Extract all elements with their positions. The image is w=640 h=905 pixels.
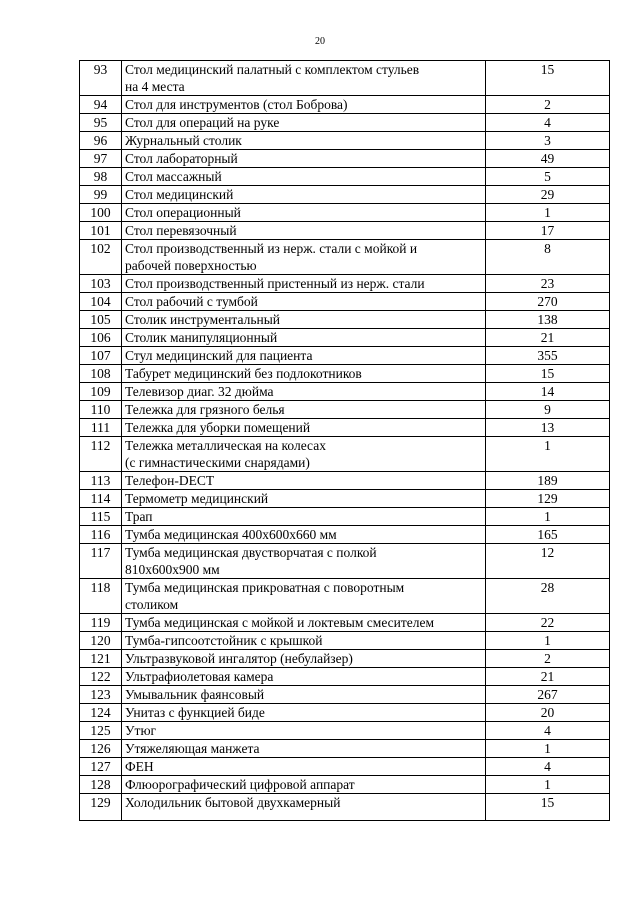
- table-row: [80, 293, 610, 311]
- table-row: [80, 437, 610, 472]
- table-row: [80, 614, 610, 632]
- item-quantity: 355: [486, 347, 610, 365]
- table-row: [80, 347, 610, 365]
- item-quantity: 29: [486, 186, 610, 204]
- item-name: Стол производственный пристенный из нерж. стали: [122, 275, 486, 293]
- row-number: 113: [80, 472, 122, 490]
- table-row: [80, 132, 610, 150]
- row-number: 105: [80, 311, 122, 329]
- row-number: 104: [80, 293, 122, 311]
- item-quantity: 2: [486, 96, 610, 114]
- table-row: [80, 686, 610, 704]
- item-quantity: 189: [486, 472, 610, 490]
- item-name: Стол медицинский: [122, 186, 486, 204]
- item-name: Стол операционный: [122, 204, 486, 222]
- equipment-table: [79, 60, 610, 821]
- page-number: 20: [315, 36, 325, 47]
- table-row: [80, 472, 610, 490]
- item-name: Тумба медицинская двустворчатая с полкой 810х600х900 мм: [122, 544, 486, 579]
- item-quantity: 15: [486, 61, 610, 96]
- table-row: [80, 740, 610, 758]
- row-number: 95: [80, 114, 122, 132]
- item-quantity: 5: [486, 168, 610, 186]
- table-row: [80, 650, 610, 668]
- item-quantity: 4: [486, 758, 610, 776]
- item-name: Утяжеляющая манжета: [122, 740, 486, 758]
- item-name: Тумба медицинская прикроватная с поворотным столиком: [122, 579, 486, 614]
- row-number: 109: [80, 383, 122, 401]
- item-quantity: 1: [486, 508, 610, 526]
- table-row: [80, 794, 610, 821]
- row-number: 93: [80, 61, 122, 96]
- item-quantity: 23: [486, 275, 610, 293]
- item-name: Столик инструментальный: [122, 311, 486, 329]
- item-quantity: 138: [486, 311, 610, 329]
- item-name: Стол рабочий с тумбой: [122, 293, 486, 311]
- row-number: 122: [80, 668, 122, 686]
- item-name: Тележка для грязного белья: [122, 401, 486, 419]
- item-quantity: 17: [486, 222, 610, 240]
- table-row: [80, 544, 610, 579]
- item-quantity: 1: [486, 776, 610, 794]
- row-number: 116: [80, 526, 122, 544]
- item-name: Флюорографический цифровой аппарат: [122, 776, 486, 794]
- item-name: Стол лабораторный: [122, 150, 486, 168]
- table-row: [80, 668, 610, 686]
- row-number: 112: [80, 437, 122, 472]
- row-number: 110: [80, 401, 122, 419]
- item-name: Столик манипуляционный: [122, 329, 486, 347]
- item-name: Табурет медицинский без подлокотников: [122, 365, 486, 383]
- item-quantity: 28: [486, 579, 610, 614]
- item-quantity: 13: [486, 419, 610, 437]
- item-name: Термометр медицинский: [122, 490, 486, 508]
- item-name: Журнальный столик: [122, 132, 486, 150]
- item-name: Телефон-DECT: [122, 472, 486, 490]
- row-number: 106: [80, 329, 122, 347]
- table-row: [80, 329, 610, 347]
- table-row: [80, 704, 610, 722]
- row-number: 129: [80, 794, 122, 821]
- table-row: [80, 150, 610, 168]
- item-name: Унитаз с функцией биде: [122, 704, 486, 722]
- item-quantity: 49: [486, 150, 610, 168]
- item-name: Стол для инструментов (стол Боброва): [122, 96, 486, 114]
- item-quantity: 165: [486, 526, 610, 544]
- item-name: ФЕН: [122, 758, 486, 776]
- row-number: 118: [80, 579, 122, 614]
- item-quantity: 3: [486, 132, 610, 150]
- item-quantity: 129: [486, 490, 610, 508]
- item-quantity: 270: [486, 293, 610, 311]
- table-row: [80, 114, 610, 132]
- item-quantity: 8: [486, 240, 610, 275]
- table-row: [80, 490, 610, 508]
- item-name: Стол медицинский палатный с комплектом стульев на 4 места: [122, 61, 486, 96]
- item-name: Ультразвуковой ингалятор (небулайзер): [122, 650, 486, 668]
- table-row: [80, 61, 610, 96]
- item-quantity: 1: [486, 437, 610, 472]
- table-row: [80, 240, 610, 275]
- table-row: [80, 508, 610, 526]
- item-name: Холодильник бытовой двухкамерный: [122, 794, 486, 821]
- item-quantity: 12: [486, 544, 610, 579]
- table-row: [80, 365, 610, 383]
- item-name: Стол производственный из нерж. стали с мойкой и рабочей поверхностью: [122, 240, 486, 275]
- row-number: 103: [80, 275, 122, 293]
- row-number: 114: [80, 490, 122, 508]
- table-row: [80, 776, 610, 794]
- item-name: Утюг: [122, 722, 486, 740]
- item-quantity: 1: [486, 204, 610, 222]
- table-row: [80, 275, 610, 293]
- item-quantity: 22: [486, 614, 610, 632]
- item-quantity: 267: [486, 686, 610, 704]
- equipment-table-body: [80, 61, 610, 821]
- row-number: 98: [80, 168, 122, 186]
- table-row: [80, 419, 610, 437]
- table-row: [80, 579, 610, 614]
- item-quantity: 1: [486, 632, 610, 650]
- item-quantity: 1: [486, 740, 610, 758]
- table-row: [80, 168, 610, 186]
- table-row: [80, 722, 610, 740]
- table-row: [80, 186, 610, 204]
- row-number: 127: [80, 758, 122, 776]
- table-row: [80, 222, 610, 240]
- item-quantity: 21: [486, 668, 610, 686]
- item-name: Тележка для уборки помещений: [122, 419, 486, 437]
- table-row: [80, 311, 610, 329]
- row-number: 125: [80, 722, 122, 740]
- item-name: Тумба медицинская 400х600х660 мм: [122, 526, 486, 544]
- table-row: [80, 758, 610, 776]
- item-name: Умывальник фаянсовый: [122, 686, 486, 704]
- row-number: 100: [80, 204, 122, 222]
- row-number: 96: [80, 132, 122, 150]
- row-number: 111: [80, 419, 122, 437]
- row-number: 115: [80, 508, 122, 526]
- item-name: Стул медицинский для пациента: [122, 347, 486, 365]
- table-row: [80, 96, 610, 114]
- table-row: [80, 632, 610, 650]
- row-number: 123: [80, 686, 122, 704]
- table-row: [80, 526, 610, 544]
- item-name: Телевизор диаг. 32 дюйма: [122, 383, 486, 401]
- row-number: 126: [80, 740, 122, 758]
- item-quantity: 4: [486, 722, 610, 740]
- item-name: Стол перевязочный: [122, 222, 486, 240]
- row-number: 99: [80, 186, 122, 204]
- row-number: 102: [80, 240, 122, 275]
- row-number: 128: [80, 776, 122, 794]
- item-quantity: 9: [486, 401, 610, 419]
- row-number: 94: [80, 96, 122, 114]
- item-name: Стол для операций на руке: [122, 114, 486, 132]
- item-name: Тумба медицинская с мойкой и локтевым смесителем: [122, 614, 486, 632]
- row-number: 120: [80, 632, 122, 650]
- table-row: [80, 383, 610, 401]
- item-name: Тумба-гипсоотстойник с крышкой: [122, 632, 486, 650]
- row-number: 101: [80, 222, 122, 240]
- table-row: [80, 204, 610, 222]
- item-name: Трап: [122, 508, 486, 526]
- row-number: 107: [80, 347, 122, 365]
- item-name: Стол массажный: [122, 168, 486, 186]
- item-name: Тележка металлическая на колесах (с гимнастическими снарядами): [122, 437, 486, 472]
- row-number: 124: [80, 704, 122, 722]
- item-quantity: 20: [486, 704, 610, 722]
- item-quantity: 2: [486, 650, 610, 668]
- row-number: 117: [80, 544, 122, 579]
- item-quantity: 14: [486, 383, 610, 401]
- item-quantity: 4: [486, 114, 610, 132]
- table-row: [80, 401, 610, 419]
- row-number: 108: [80, 365, 122, 383]
- item-quantity: 15: [486, 794, 610, 821]
- row-number: 119: [80, 614, 122, 632]
- row-number: 97: [80, 150, 122, 168]
- item-quantity: 21: [486, 329, 610, 347]
- item-name: Ультрафиолетовая камера: [122, 668, 486, 686]
- row-number: 121: [80, 650, 122, 668]
- item-quantity: 15: [486, 365, 610, 383]
